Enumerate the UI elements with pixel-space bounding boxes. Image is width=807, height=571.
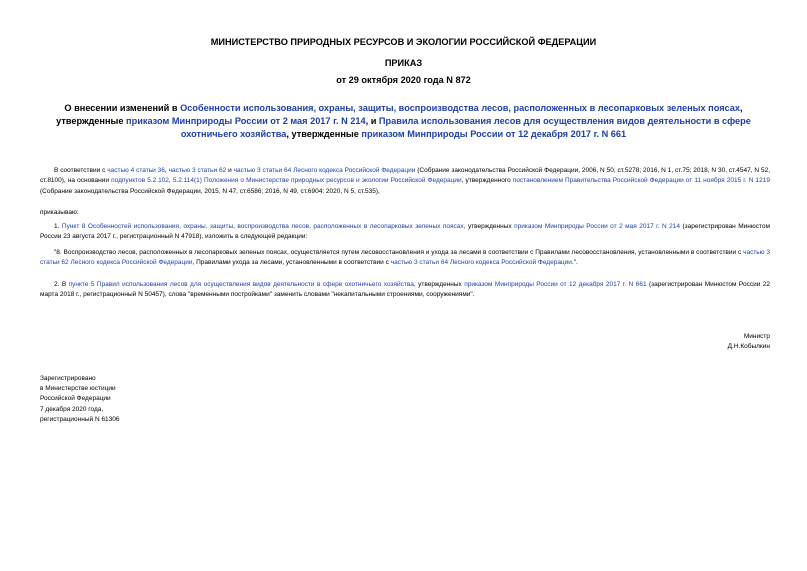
link-art62-part3[interactable]: частью 3 статьи 62 Лесного кодекса Российской Федерации bbox=[40, 249, 770, 267]
paragraph-text: (зарегистрирован Минюстом России 22 марта 2018 г., регистрационный N 50457), слова "временными постройками" заменить словами "некапитальными строениями, сооружениями". bbox=[40, 281, 770, 299]
link-art64-part3[interactable]: частью 3 статьи 64 Лесного кодекса Российской Федерации bbox=[233, 167, 416, 174]
paragraph-text: , bbox=[168, 177, 173, 185]
title-link-order-214[interactable]: приказом Минприроды России от 2 мая 2017 г. N 214 bbox=[126, 116, 366, 126]
link-government-decree[interactable]: постановлением Правительства Российской Федерации от 11 ноября 2015 г. N 1219 bbox=[512, 177, 771, 185]
link-order-661[interactable]: приказом Минприроды России от 12 декабря 2017 г. N 661 bbox=[464, 281, 647, 288]
link-order-214[interactable]: приказом Минприроды России от 2 мая 2017 г. N 214 bbox=[514, 223, 681, 230]
preamble-paragraph bbox=[40, 166, 770, 197]
paragraph-text: "8. Воспроизводство лесов, расположенных в лесопарковых зеленых поясах, осуществляется путем лесовосстановления и ухода за лесами в соответствии с Правилами лесовосстановления, установленными в соответствии с bbox=[54, 249, 744, 256]
link-art36-part4[interactable]: частью 4 статьи 36 bbox=[107, 167, 165, 174]
paragraph-text: В соответствии с bbox=[54, 167, 108, 174]
title-text: , утвержденные bbox=[286, 129, 362, 139]
paragraph-text: , утвержденного bbox=[461, 177, 513, 185]
item-1-paragraph bbox=[40, 222, 770, 243]
signatory-position: Министр bbox=[743, 333, 770, 340]
paragraph-text: , утвержденных bbox=[413, 281, 465, 288]
paragraph-text: , утвержденных bbox=[463, 223, 515, 230]
paragraph-text: (Собрание законодательства Российской Федерации, 2006, N 50, ст.5278; 2016, N 1, ст.75; 2018, N 30, ст.4547, N 52, ст.8100), на основании bbox=[40, 167, 771, 185]
paragraph-text: (Собрание законодательства Российской Федерации, 2015, N 47, ст.6586; 2016, N 49, ст.6904; 2020, N 5, ст.535), bbox=[40, 187, 380, 195]
link-point-8-features[interactable]: Пункт 8 Особенностей использования, охраны, защиты, воспроизводства лесов, расположенных в лесопарковых зеленых поясах bbox=[61, 223, 464, 230]
registration-date: 7 декабря 2020 года, bbox=[40, 405, 104, 413]
order-statement: приказываю: bbox=[40, 209, 79, 216]
signature-block bbox=[570, 332, 770, 352]
paragraph-text: .". bbox=[571, 259, 578, 267]
link-point-5-rules[interactable]: пункте 5 Правил использования лесов для осуществления видов деятельности в сфере охотничьего хозяйства bbox=[68, 281, 414, 288]
link-art64-part3[interactable]: частью 3 статьи 64 Лесного кодекса Российской Федерации bbox=[390, 259, 572, 267]
ministry-heading: МИНИСТЕРСТВО ПРИРОДНЫХ РЕСУРСОВ И ЭКОЛОГИИ РОССИЙСКОЙ ФЕДЕРАЦИИ bbox=[210, 37, 597, 47]
item-2-paragraph bbox=[40, 280, 770, 301]
paragraph-text: (зарегистрирован Минюстом России 23 августа 2017 г., регистрационный N 47918), изложить в следующей редакции: bbox=[40, 223, 770, 241]
paragraph-text: и bbox=[226, 167, 234, 174]
title-text: , утвержденные bbox=[56, 103, 743, 126]
paragraph-text: 2. В bbox=[54, 281, 69, 288]
paragraph-text: , Правилами ухода за лесами, установленными в соответствии с bbox=[192, 259, 391, 267]
title-link-order-661[interactable]: приказом Минприроды России от 12 декабря 2017 г. N 661 bbox=[361, 129, 627, 139]
signatory-name: Д.Н.Кобылкин bbox=[727, 343, 770, 351]
registration-line: Зарегистрировано bbox=[40, 375, 96, 382]
paragraph-text: 1. bbox=[54, 223, 62, 230]
title-text: О внесении изменений в bbox=[64, 103, 181, 113]
link-subpoint-5-2-102[interactable]: подпунктов 5.2.102 bbox=[111, 177, 169, 185]
title-link-rules[interactable]: Правила использования лесов для осуществления видов деятельности в сфере охотничьего хозяйства bbox=[180, 116, 751, 139]
document-type: ПРИКАЗ bbox=[384, 58, 423, 68]
title-text: , и bbox=[365, 116, 379, 126]
document-title bbox=[30, 102, 777, 141]
registration-block bbox=[40, 374, 240, 425]
registration-line: Российской Федерации bbox=[40, 395, 111, 403]
registration-line: в Министерстве юстиции bbox=[40, 385, 116, 393]
registration-number: регистрационный N 61306 bbox=[40, 415, 120, 423]
document-date-number: от 29 октября 2020 года N 872 bbox=[336, 75, 471, 85]
link-art62-part3[interactable]: частью 3 статьи 62 bbox=[168, 167, 227, 174]
new-wording-paragraph bbox=[40, 248, 770, 269]
link-ministry-regulation[interactable]: 5.2.114(1) Положения о Министерстве природных ресурсов и экологии Российской Федерации bbox=[172, 177, 462, 185]
title-link-features[interactable]: Особенности использования, охраны, защиты, воспроизводства лесов, расположенных в лесопарковых зеленых поясах bbox=[180, 103, 740, 113]
paragraph-text: , bbox=[164, 167, 169, 174]
